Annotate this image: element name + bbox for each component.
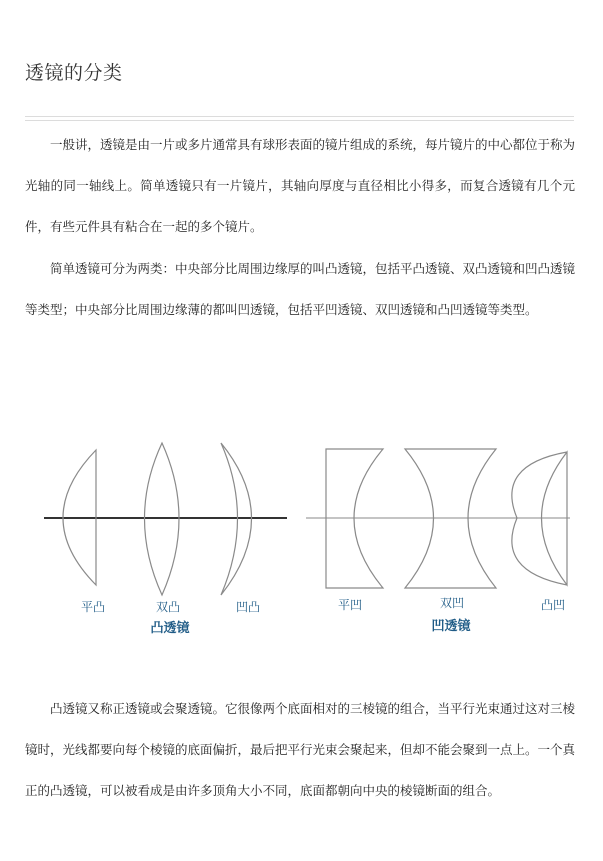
paragraph-intro: 一般讲，透镜是由一片或多片通常具有球形表面的镜片组成的系统，每片镜片的中心都位于称为光轴的同一轴线上。简单透镜只有一片镜片，其轴向厚度与直径相比小得多，而复合透镜有几个元件，有些元件具有粘合在一起的多个镜片。 xyxy=(25,137,576,234)
lens-types-figure xyxy=(0,425,603,645)
label-convex-concave: 凸凹 xyxy=(540,598,566,612)
title-divider xyxy=(25,116,574,121)
label-plano-convex: 平凸 xyxy=(80,600,106,614)
group-label-convex: 凸透镜 xyxy=(150,621,190,636)
label-concave-convex: 凹凸 xyxy=(235,600,261,614)
paragraph-convex-lens: 凸透镜又称正透镜或会聚透镜。它很像两个底面相对的三棱镜的组合，当平行光束通过这对三棱镜时，光线都要向每个棱镜的底面偏折，最后把平行光束会聚起来，但却不能会聚到一点上。一个真正的凸透镜，可以被看成是由许多顶角大小不同，底面都朝向中央的棱镜断面的组合。 xyxy=(25,701,576,798)
label-plano-concave: 平凹 xyxy=(337,598,363,612)
page-title: 透镜的分类 xyxy=(25,62,123,84)
group-label-concave: 凹透镜 xyxy=(431,619,471,634)
label-biconcave: 双凹 xyxy=(439,596,465,610)
paragraph-classification: 简单透镜可分为两类：中央部分比周围边缘厚的叫凸透镜，包括平凸透镜、双凸透镜和凹凸透镜等类型；中央部分比周围边缘薄的都叫凹透镜，包括平凹透镜、双凹透镜和凸凹透镜等类型。 xyxy=(25,261,576,317)
label-biconvex: 双凸 xyxy=(155,600,181,614)
